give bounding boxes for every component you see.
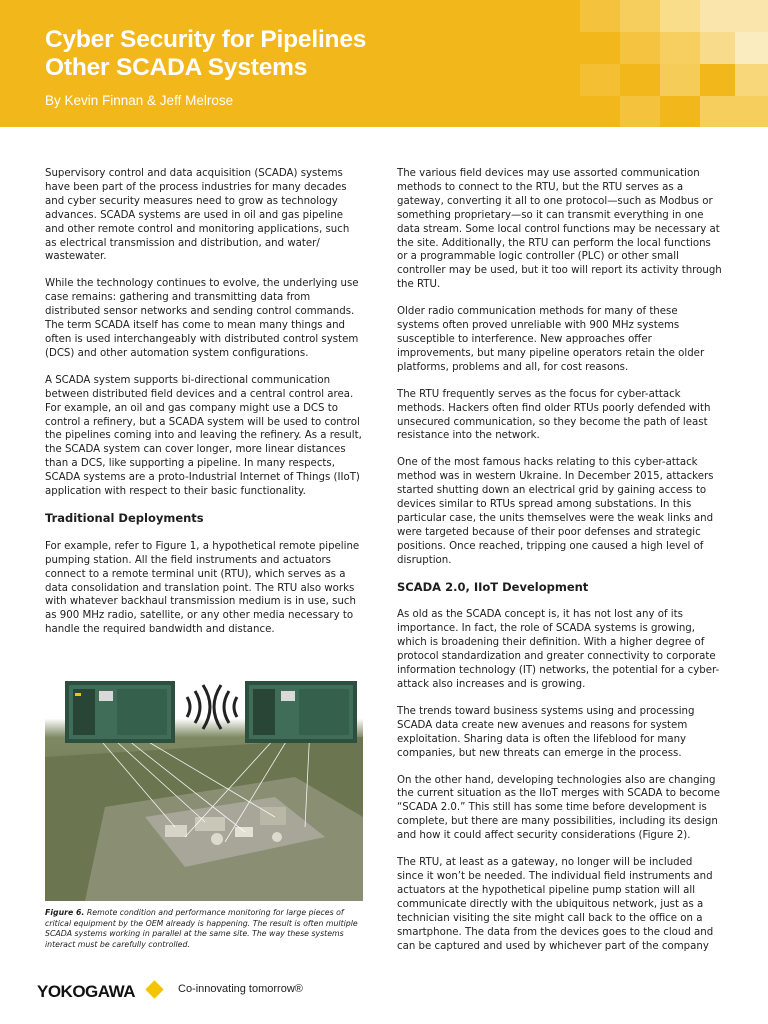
paragraph: As old as the SCADA concept is, it has not lost any of its importance. In fact, the role of SCADA systems is growing, which is broadening their definition. With a higher degree of protocol standardization and greater connectivity to corporate information technology (IT) networks, the potential for a cyber-attack also increases and is growing. xyxy=(397,609,720,690)
paragraph: The RTU frequently serves as the focus for cyber-attack methods. Hackers often find older RTUs poorly defended with unsecured communication, so they become the path of least resistance into the network. xyxy=(397,388,711,442)
decorative-tile xyxy=(660,64,700,96)
section-heading: Traditional Deployments xyxy=(45,510,204,525)
rtu-cabinet-left xyxy=(65,681,175,743)
header-banner xyxy=(0,0,768,127)
paragraph: The trends toward business systems using and processing SCADA data create new avenues and reasons for system exploitation. Sharing data is often the lifeblood for many companies, but new threats can emerge in the process. xyxy=(397,705,695,759)
caption-label: Figure 6. xyxy=(45,908,85,917)
decorative-tile xyxy=(735,32,768,64)
article-byline: By Kevin Finnan & Jeff Melrose xyxy=(45,93,234,108)
decorative-tile xyxy=(700,0,768,32)
pipeline-station-illustration xyxy=(45,667,363,901)
paragraph: Supervisory control and data acquisition (SCADA) systems have been part of the process industries for many decades and cyber security measures need to grow as technology advances. SCADA systems are used in oil and gas pipeline and other remote control and monitoring applications, such as electrical transmission and distribution, and water/ wastewater. xyxy=(45,168,350,263)
paragraph: While the technology continues to evolve, the underlying use case remains: gathering and transmitting data from distributed sensor networks and sending control commands. The term SCADA itself has come to mean many things and often is used interchangeably with distributed control system (DCS) and other automation system configurations. xyxy=(45,278,359,359)
footer-tagline: Co-innovating tomorrow® xyxy=(178,983,303,995)
paragraph: On the other hand, developing technologies also are changing the current situation as the IIoT merges with SCADA to become “SCADA 2.0.” This still has some time before development is complete, but there are many possibilities, including its design and how it could affect security considerations (Figure 2). xyxy=(397,774,720,842)
decorative-tile xyxy=(700,96,768,127)
figure-image xyxy=(45,667,363,901)
paragraph: One of the most famous hacks relating to this cyber-attack method was in western Ukraine. In December 2015, attackers started shutting down an electrical grid by gaining access to devices similar to RTUs spread among substations. In this particular case, the units themselves were the weak links and were targeted because of their poor defenses and strategic positions. Once reached, tripping one caused a high level of disruption. xyxy=(397,457,714,566)
caption-text: Remote condition and performance monitoring for large pieces of critical equipment by the OEM already is happening. The result is often multiple SCADA systems working in parallel at the same site. The way these systems interact must be carefully controlled. xyxy=(45,908,358,949)
right-column xyxy=(397,167,722,966)
paragraph: Older radio communication methods for many of these systems often proved unreliable with 900 MHz systems susceptible to interference. New approaches offer improvements, but many pipeline operators retain the older platforms, problems and all, for cost reasons. xyxy=(397,306,705,373)
yokogawa-logo: YOKOGAWA xyxy=(37,982,136,1001)
decorative-tile xyxy=(580,64,620,96)
decorative-tile xyxy=(660,32,700,64)
decorative-tile xyxy=(580,0,620,32)
paragraph: The RTU, at least as a gateway, no longer will be included since it won’t be needed. The individual field instruments and actuators at the hypothetical pipeline pump station will all communicate directly with the ubiquitous network, just as a technician visiting the site might call back to the office on a smartphone. The data from the devices goes to the cloud and can be captured and used by whichever part of the company xyxy=(397,857,714,952)
diamond-icon xyxy=(145,980,163,998)
decorative-tile xyxy=(620,32,660,64)
paragraph: A SCADA system supports bi-directional communication between distributed field devices and a central control area. For example, an oil and gas company might use a DCS to control a refinery, but a SCADA system will be used to control the pipelines coming into and leaving the refinery. As a result, the SCADA system can cover longer, more linear distances than a DCS, like supporting a pipeline. In many respects, SCADA systems are a proto-Industrial Internet of Things (IIoT) application with respect to their basic functionality. xyxy=(45,374,362,498)
rtu-cabinet-right xyxy=(245,681,357,743)
section-heading: SCADA 2.0, IIoT Development xyxy=(397,579,589,594)
paragraph: For example, refer to Figure 1, a hypothetical remote pipeline pumping station. All the field instruments and actuators connect to a remote terminal unit (RTU), which serves as a data consolidation and translation point. The RTU also works with whatever backhaul transmission medium is in use, such as 900 MHz radio, satellite, or any other media necessary to handle the required bandwidth and distance. xyxy=(45,540,360,636)
decorative-tile xyxy=(620,96,660,127)
title-line-2: Other SCADA Systems xyxy=(45,54,308,81)
title-line-1: Cyber Security for Pipelines xyxy=(45,26,367,53)
figure-caption xyxy=(45,908,363,950)
decorative-tile xyxy=(700,32,735,64)
article-title xyxy=(45,26,366,82)
decorative-tile xyxy=(620,0,660,32)
decorative-tile xyxy=(735,64,768,96)
decorative-tile xyxy=(660,0,700,32)
left-column xyxy=(45,167,363,650)
paragraph: The various field devices may use assorted communication methods to connect to the RTU, but the RTU serves as a gateway, converting it all to one protocol—such as Modbus or something proprietary—so it can transmit everything in one data stream. Some local control functions may be necessary at the site. Additionally, the RTU can perform the local functions or a programmable logic controller (PLC) or other small controller may be used, but it too will report its activity through the RTU. xyxy=(397,168,722,291)
